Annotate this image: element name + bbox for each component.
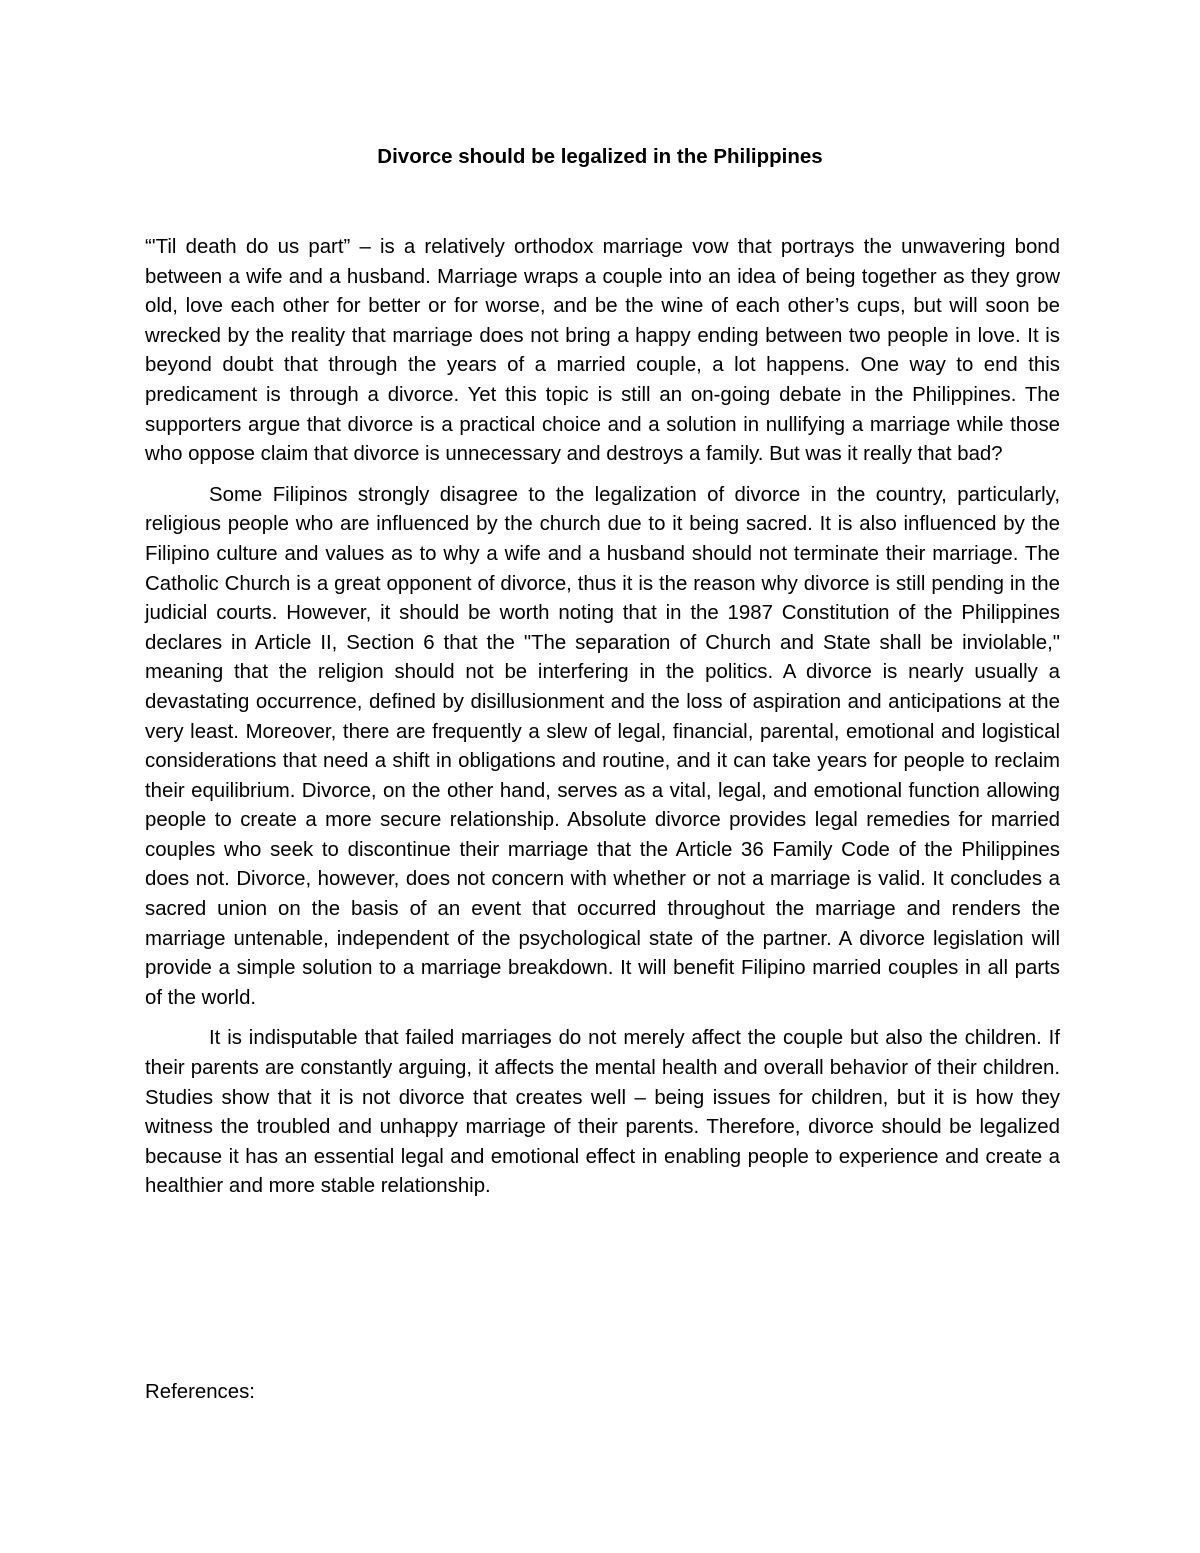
references-heading: References: xyxy=(145,1381,255,1403)
document-title: Divorce should be legalized in the Philippines xyxy=(377,145,823,168)
paragraph-body: Some Filipinos strongly disagree to the legalization of divorce in the country, particularly, religious people who are influenced by the church due to it being sacred. It is also influenced by the Filipino culture and values as to why a wife and a husband should not terminate their marriage. The Catholic Church is a great opponent of divorce, thus it is the reason why divorce is still pending in the judicial courts. However, it should be worth noting that in the 1987 Constitution of the Philippines declares in Article II, Section 6 that the "The separation of Church and State shall be inviolable," meaning that the religion should not be interfering in the politics. A divorce is nearly usually a devastating occurrence, defined by disillusionment and the loss of aspiration and anticipations at the very least. Moreover, there are frequently a slew of legal, financial, parental, emotional and logistical considerations that need a shift in obligations and routine, and it can take years for people to reclaim their equilibrium. Divorce, on the other hand, serves as a vital, legal, and emotional function allowing people to create a more secure relationship. Absolute divorce provides legal remedies for married couples who seek to discontinue their marriage that the Article 36 Family Code of the Philippines does not. Divorce, however, does not concern with whether or not a marriage is valid. It concludes a sacred union on the basis of an event that occurred throughout the marriage and renders the marriage untenable, independent of the psychological state of the partner. A divorce legislation will provide a simple solution to a marriage breakdown. It will benefit Filipino married couples in all parts of the world. xyxy=(145,483,1060,1009)
paragraph-intro: “'Til death do us part” – is a relatively orthodox marriage vow that portrays the unwavering bond between a wife and a husband. Marriage wraps a couple into an idea of being together as they grow old, love each other for better or for worse, and be the wine of each other’s cups, but will soon be wrecked by the reality that marriage does not bring a happy ending between two people in love. It is beyond doubt that through the years of a married couple, a lot happens. One way to end this predicament is through a divorce. Yet this topic is still an on-going debate in the Philippines. The supporters argue that divorce is a practical choice and a solution in nullifying a marriage while those who oppose claim that divorce is unnecessary and destroys a family. But was it really that bad? xyxy=(145,236,1060,466)
paragraph-conclusion: It is indisputable that failed marriages do not merely affect the couple but also the children. If their parents are constantly arguing, it affects the mental health and overall behavior of their children. Studies show that it is not divorce that creates well – being issues for children, but it is how they witness the troubled and unhappy marriage of their parents. Therefore, divorce should be legalized because it has an essential legal and emotional effect in enabling people to experience and create a healthier and more stable relationship. xyxy=(145,1027,1060,1198)
document-body xyxy=(145,233,1060,1202)
